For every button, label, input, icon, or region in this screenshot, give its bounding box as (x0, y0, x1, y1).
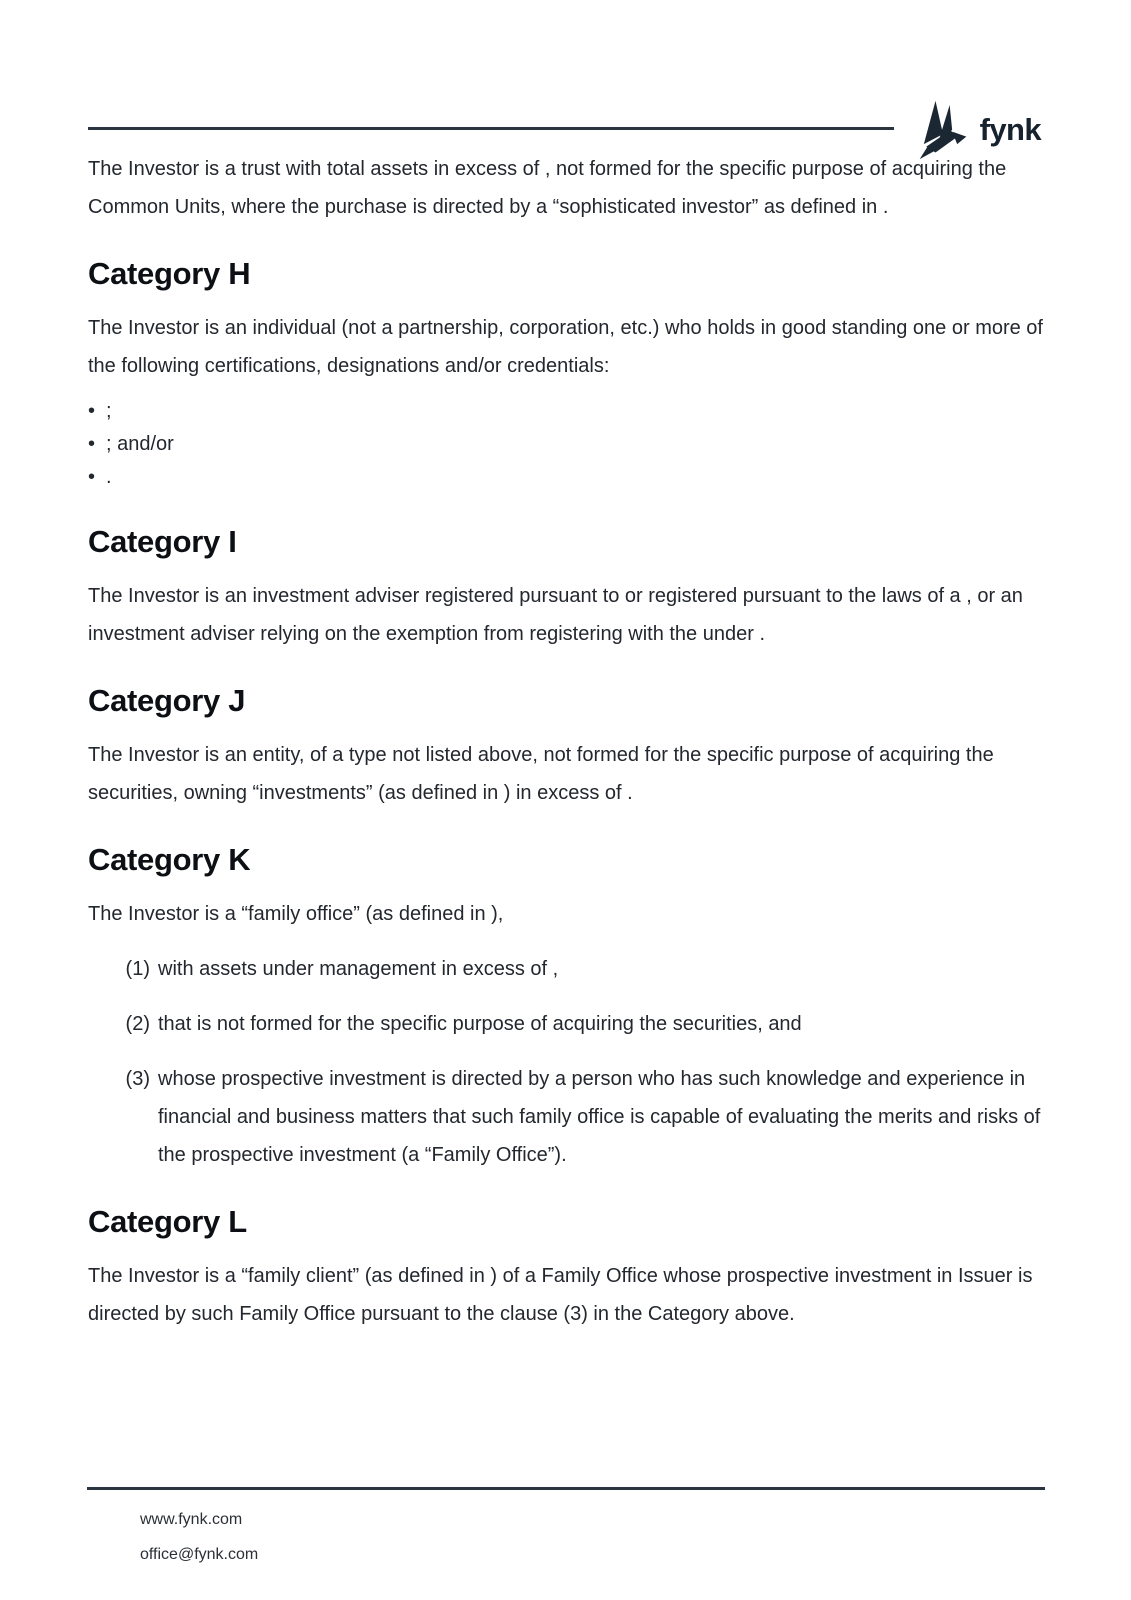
section-category-i (88, 523, 1045, 653)
heading-category-i: Category I (88, 524, 237, 559)
paragraph-category-k: The Investor is a “family office” (as defined in ), (88, 903, 504, 925)
bullet-item: • ; (88, 395, 1045, 428)
fynk-wordmark: fynk (979, 112, 1041, 147)
footer-email: office@fynk.com (140, 1546, 259, 1563)
page-footer (87, 1487, 1045, 1572)
section-category-k (88, 841, 1045, 1174)
section-category-l (88, 1203, 1045, 1333)
bullet-item: • ; and/or (88, 428, 1045, 461)
header-rule (88, 127, 894, 130)
section-category-j (88, 682, 1045, 812)
heading-category-k: Category K (88, 842, 251, 877)
paragraph-category-j: The Investor is an entity, of a type not listed above, not formed for the specific purpose of acquiring the securities, owning “investments” (as defined in ) in excess of . (88, 744, 994, 804)
intro-paragraph: The Investor is a trust with total assets in excess of , not formed for the specific purpose of acquiring the Common Units, where the purchase is directed by a “sophisticated investor” as defined in . (88, 158, 1007, 218)
item-text: whose prospective investment is directed by a person who has such knowledge and experience in financial and business matters that such family office is capable of evaluating the merits and risks of the prospective investment (a “Family Office”). (158, 1068, 1041, 1166)
item-number: (1) (125, 958, 150, 980)
item-text: that is not formed for the specific purpose of acquiring the securities, and (158, 1013, 802, 1035)
document-body (88, 150, 1045, 1333)
footer-contact (87, 1490, 1045, 1572)
section-category-h (88, 255, 1045, 494)
heading-category-h: Category H (88, 256, 251, 291)
numbered-item (88, 1005, 1045, 1043)
paragraph-category-i: The Investor is an investment adviser registered pursuant to or registered pursuant to the laws of a , or an investment adviser relying on the exemption from registering with the under . (88, 585, 1023, 645)
paragraph-category-l: The Investor is a “family client” (as defined in ) of a Family Office whose prospective investment in Issuer is directed by such Family Office pursuant to the clause (3) in the Category above. (88, 1265, 1033, 1325)
item-text: with assets under management in excess of , (158, 958, 559, 980)
item-number: (2) (125, 1013, 150, 1035)
heading-category-l: Category L (88, 1204, 247, 1239)
credentials-bullet-list (88, 395, 1045, 494)
bullet-item: • . (88, 461, 1045, 494)
heading-category-j: Category J (88, 683, 246, 718)
numbered-item (88, 1060, 1045, 1174)
paragraph-category-h: The Investor is an individual (not a partnership, corporation, etc.) who holds in good standing one or more of the following certifications, designations and/or credentials: (88, 317, 1043, 377)
numbered-item (88, 950, 1045, 988)
item-number: (3) (125, 1068, 150, 1090)
footer-website: www.fynk.com (140, 1511, 243, 1528)
family-office-numbered-list (88, 950, 1045, 1174)
